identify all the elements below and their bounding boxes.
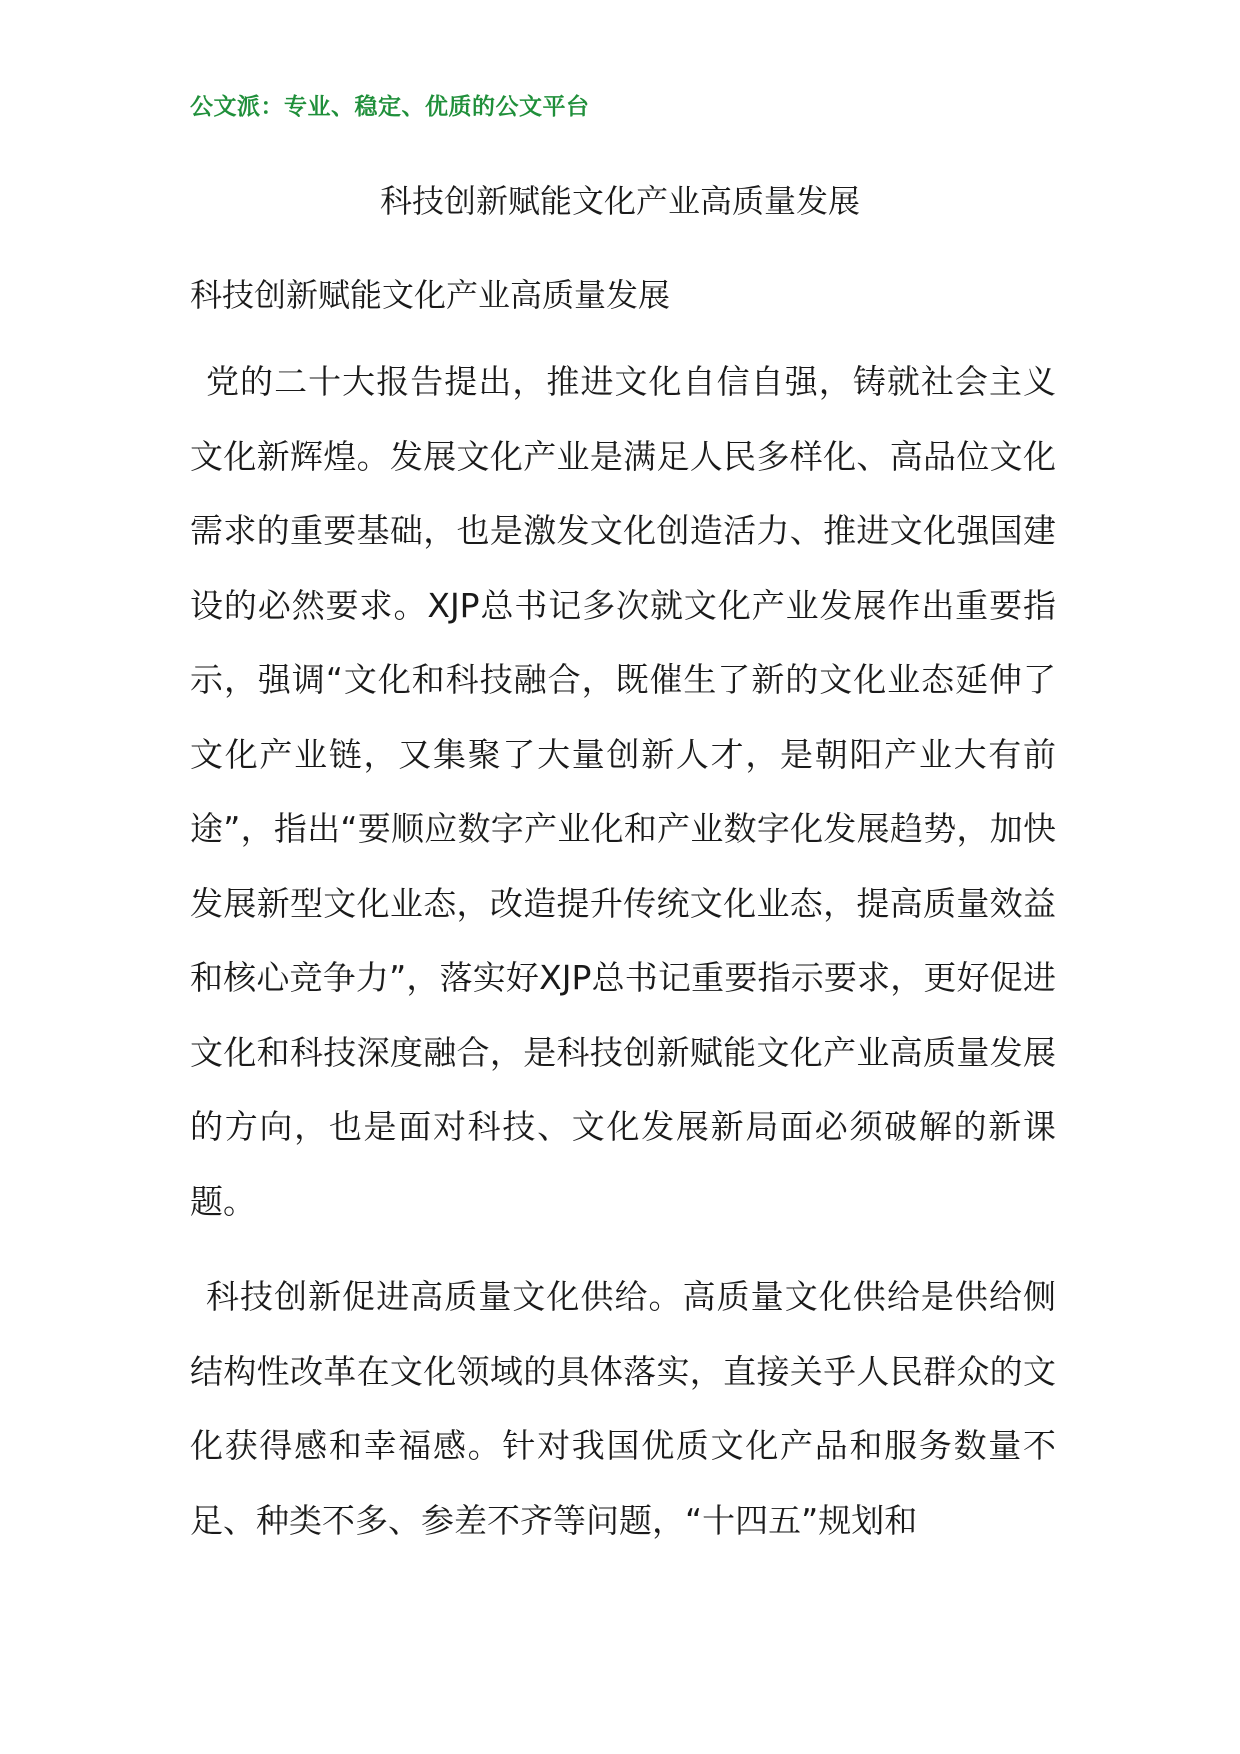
document-title: 科技创新赋能文化产业高质量发展 xyxy=(379,182,860,220)
body-paragraph: 党的二十大报告提出，推进文化自信自强，铸就社会主义文化新辉煌。发展文化产业是满足人民多样化、高品位文化需求的重要基础，也是激发文化创造活力、推进文化强国建设的必然要求。XJP总书记多次就文化产业发展作出重要指示，强调“文化和科技融合，既催生了新的文化业态延伸了文化产业链，又集聚了大量创新人才，是朝阳产业大有前途”，指出“要顺应数字产业化和产业数字化发展趋势，加快发展新型文化业态，改造提升传统文化业态，提高质量效益和核心竞争力”，落实好XJP总书记重要指示要求，更好促进文化和科技深度融合，是科技创新赋能文化产业高质量发展的方向，也是面对科技、文化发展新局面必须破解的新课题。 xyxy=(190,362,1056,1221)
document-subtitle: 科技创新赋能文化产业高质量发展 xyxy=(190,276,671,314)
body-paragraph: 科技创新促进高质量文化供给。高质量文化供给是供给侧结构性改革在文化领域的具体落实，直接关乎人民群众的文化获得感和幸福感。针对我国优质文化产品和服务数量不足、种类不多、参差不齐等问题，“十四五”规划和 xyxy=(190,1277,1056,1540)
header-tag: 公文派：专业、稳定、优质的公文平台 xyxy=(190,94,590,120)
